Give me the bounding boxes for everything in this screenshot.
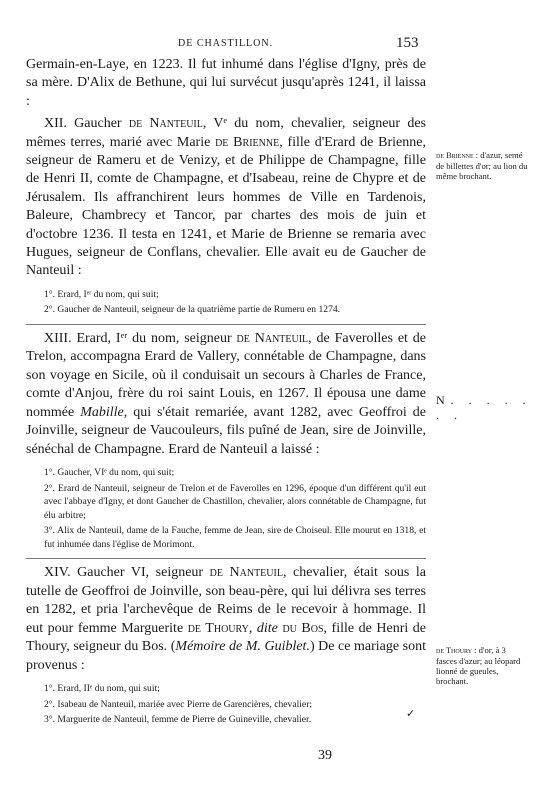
text-run: , Vᵉ du nom, chevalier, seigneur des mêmes terres, marié avec Marie <box>26 116 426 150</box>
text-run: XIV. Gaucher VI, seigneur <box>44 565 210 581</box>
list-item: 3°. Alix de Nanteuil, dame de la Fauche, femme de Jean, sire de Choiseul. Elle mourut en 1318, et fut inhumée dans l'église de Morimont. <box>44 525 426 550</box>
text-run: XIII. Erard, Iᵉʳ du nom, seigneur <box>44 331 237 347</box>
surname-small-caps: du Bos <box>282 620 324 636</box>
margin-note-nanteuil: N. . . . . . . <box>436 393 532 422</box>
margin-note-text: d'azur, semé de billettes d'or; au lion du même brochant. <box>436 150 528 181</box>
list-item: 2°. Isabeau de Nanteuil, mariée avec Pierre de Garencières, chevalier; <box>44 698 313 710</box>
surname-small-caps: de Nanteuil <box>209 565 283 581</box>
surname-small-caps: de Nanteuil <box>236 331 309 347</box>
list-item: 1°. Gaucher, VIᵉ du nom, qui suit; <box>44 466 175 478</box>
italic-citation: Mémoire de M. Guiblet. <box>175 639 310 655</box>
italic-word: dite <box>256 620 278 636</box>
text-run: , fille de Henri de Thoury, seigneur du Bos. ( <box>26 620 426 655</box>
header-title: DE CHASTILLON. <box>178 38 274 49</box>
children-list-14 <box>26 682 426 727</box>
text-run: , de Faverolles et de Trelon, accompagna Erard de Vallery, connétable de Champagne, dans son voyage en Sicile, où il conduisait un secours à Charles de France, comte d'Anjou, frère du roi saint Louis, en 1267. Il épousa une dame nommée <box>26 331 427 420</box>
list-item: 3°. Marguerite de Nanteuil, femme de Pierre de Guineville, chevalier. <box>44 714 312 726</box>
margin-note-brienne <box>436 150 528 181</box>
margin-note-text: d'or, à 3 fasces d'azur; au léopard lionné de gueules, brochant. <box>436 645 521 686</box>
section-divider <box>26 558 426 559</box>
list-item: 1°. Erard, IIᵉ du nom, qui suit; <box>44 682 160 694</box>
text-run: ) De ce mariage sont provenus : <box>26 639 426 673</box>
text-run: , qui s'était remariée, avant 1282, avec Geoffroi de Joinville, seigneur de Vaucouleurs, fils puîné de Jean, sire de Joinville, sénéchal de Champagne. Erard de Nanteuil a laissé : <box>26 404 426 457</box>
margin-note-heading: de Thoury : <box>436 646 477 655</box>
paragraph-continuation: Germain-en-Laye, en 1223. Il fut inhumé dans l'église d'Igny, près de sa mère. D'Alix de Bethune, qui lui survécut jusqu'après 1241, il laissa : <box>26 57 426 109</box>
surname-small-caps: de Thoury <box>187 620 249 636</box>
running-header <box>0 35 540 54</box>
section-divider <box>26 324 426 325</box>
list-item: 1°. Erard, Iᵉʳ du nom, qui suit; <box>44 288 159 300</box>
page-number: 153 <box>396 35 419 51</box>
children-list-13 <box>26 466 426 552</box>
surname-small-caps: de Brienne <box>215 134 280 150</box>
text-run: , chevalier, était sous la tutelle de Geoffroi de Joinville, son beau-père, qui lui délivra ses terres en 1282, et pria l'archevêque de Reims de le recevoir à hommage. Il eut pour femme Marguerite <box>26 565 426 636</box>
paragraph-generation-12 <box>26 115 426 281</box>
list-item: 2°. Gaucher de Nanteuil, seigneur de la quatrième partie de Rumeru en 1274. <box>44 304 341 316</box>
surname-small-caps: de Nanteuil <box>128 116 203 132</box>
handwritten-mark: ✓ <box>406 708 416 720</box>
text-run: , <box>248 620 257 636</box>
margin-note-heading: de Brienne : <box>436 151 479 160</box>
main-text-column <box>26 56 426 734</box>
italic-name: Mabille <box>80 404 124 420</box>
paragraph-generation-13 <box>26 330 426 459</box>
list-item: 2°. Erard de Nanteuil, seigneur de Trelon et de Faverolles en 1296, époque d'un différent qu'il eut avec l'abbaye d'Igny, et dont Gaucher de Chastillon, chevalier, alors connétable de Champagne, fut élu arbitre; <box>44 482 426 521</box>
text-run: , fille d'Erard de Brienne, seigneur de Rameru et de Venizy, et de Philippe de Champagne, fille de Henri II, comte de Champagne, et d'Isabeau, reine de Chypre et de Jérusalem. Ils affranchirent leurs hommes de Ville en Tardenois, Baleure, Chambrecy et Tancor, par chartes des mois de juin et d'octobre 1236. Il testa en 1241, et Marie de Brienne se remaria avec Hugues, seigneur de Conflans, chevalier. Elle avait eu de Gaucher de Nanteuil : <box>26 134 426 279</box>
children-list-12 <box>26 288 426 317</box>
signature-mark: 39 <box>318 748 332 763</box>
margin-note-thoury <box>436 645 528 686</box>
text-run: XII. Gaucher <box>44 116 129 132</box>
paragraph-generation-14 <box>26 564 426 674</box>
